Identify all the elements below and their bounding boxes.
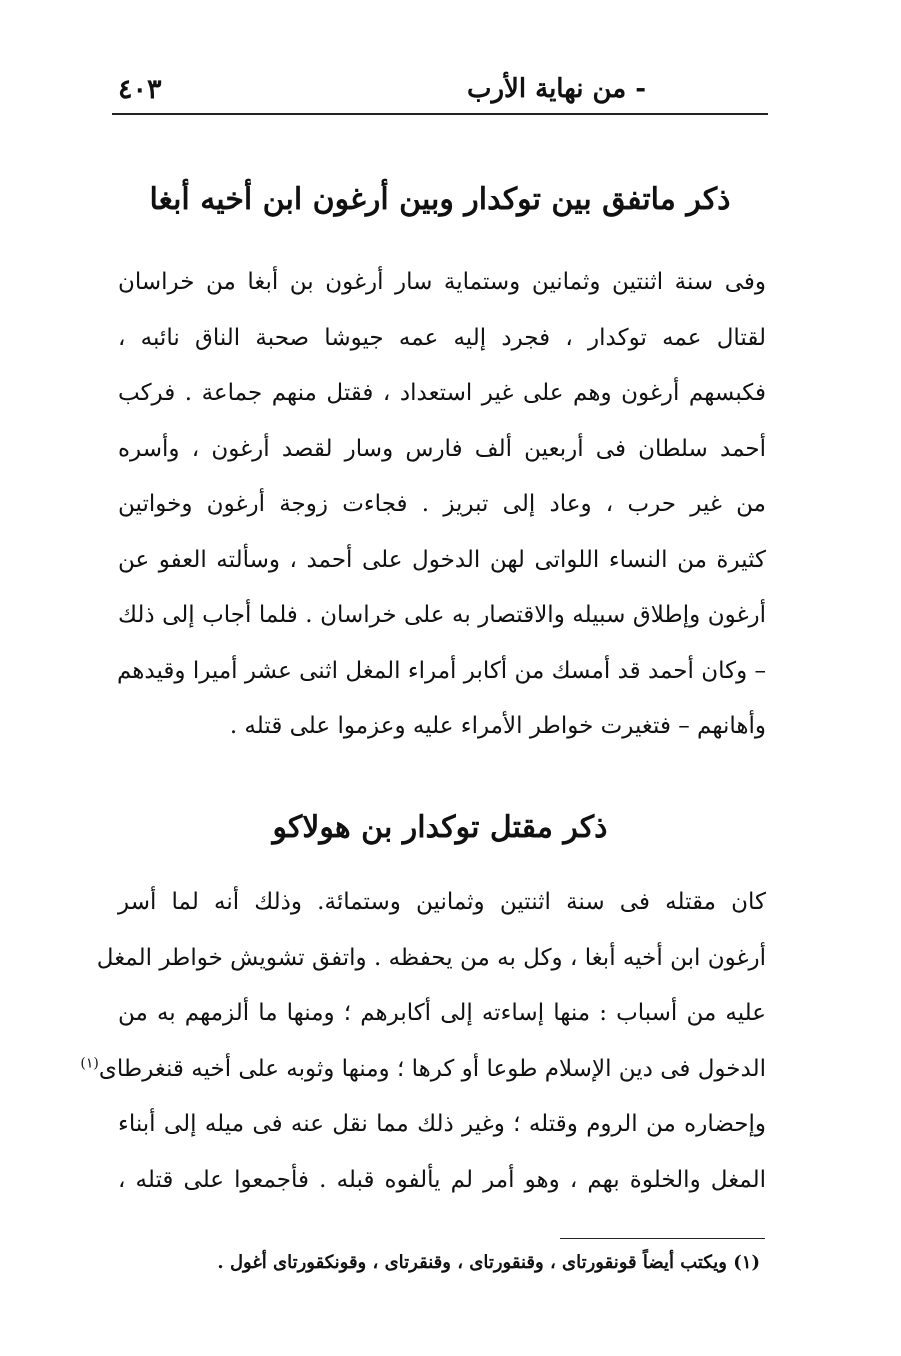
footnote-reference: (١) [80, 1055, 99, 1072]
text-line: فكبسهم أرغون وهم على غير استعداد ، فقتل منهم جماعة . فركب [118, 380, 766, 406]
section-heading: ذكر مقتل توكدار بن هولاكو [272, 810, 608, 845]
footnote: (١) ويكتب أيضاً قونقورتاى ، وقنقورتاى ، وقنقرتاى ، وقونكقورتاى أغول . [217, 1252, 760, 1273]
header-rule [112, 113, 768, 115]
running-title: - من نهاية الأرب [467, 74, 647, 104]
text-line: عليه من أسباب : منها إساءته إلى أكابرهم ؛ ومنها ما ألزمهم به من [118, 1000, 766, 1026]
section-heading: ذكر ماتفق بين توكدار وبين أرغون ابن أخيه أبغا [149, 182, 731, 217]
page-number: ٤٠٣ [118, 74, 162, 105]
text-line: وأهانهم – فتغيرت خواطر الأمراء عليه وعزموا على قتله . [229, 713, 766, 739]
text-line: وإحضاره من الروم وقتله ؛ وغير ذلك مما نقل عنه فى ميله إلى أبناء [118, 1111, 766, 1137]
text-line-content: الدخول فى دين الإسلام طوعا أو كرها ؛ ومنها وثوبه على أخيه قنغرطاى [98, 1056, 766, 1082]
text-line: من غير حرب ، وعاد إلى تبريز . فجاءت زوجة أرغون وخواتين [118, 491, 766, 517]
text-line: أرغون وإطلاق سبيله والاقتصار به على خراسان . فلما أجاب إلى ذلك [118, 602, 766, 628]
text-line: أحمد سلطان فى أربعين ألف فارس وسار لقصد أرغون ، وأسره [118, 436, 766, 462]
text-line: المغل والخلوة بهم ، وهو أمر لم يألفوه قبله . فأجمعوا على قتله ، [118, 1167, 766, 1193]
text-line [80, 1049, 766, 1089]
text-line: وفى سنة اثنتين وثمانين وستماية سار أرغون بن أبغا من خراسان [118, 269, 766, 295]
text-line: أرغون ابن أخيه أبغا ، وكل به من يحفظه . واتفق تشويش خواطر المغل [96, 945, 766, 971]
text-line: كثيرة من النساء اللواتى لهن الدخول على أحمد ، وسألته العفو عن [118, 547, 766, 573]
text-line: لقتال عمه توكدار ، فجرد إليه عمه جيوشا صحبة الناق نائبه ، [118, 325, 766, 351]
page-header [112, 72, 768, 112]
footnote-rule [560, 1238, 765, 1239]
text-line: – وكان أحمد قد أمسك من أكابر أمراء المغل اثنى عشر أميرا وقيدهم [116, 658, 766, 684]
text-line: كان مقتله فى سنة اثنتين وثمانين وستمائة. وذلك أنه لما أسر [118, 889, 766, 915]
